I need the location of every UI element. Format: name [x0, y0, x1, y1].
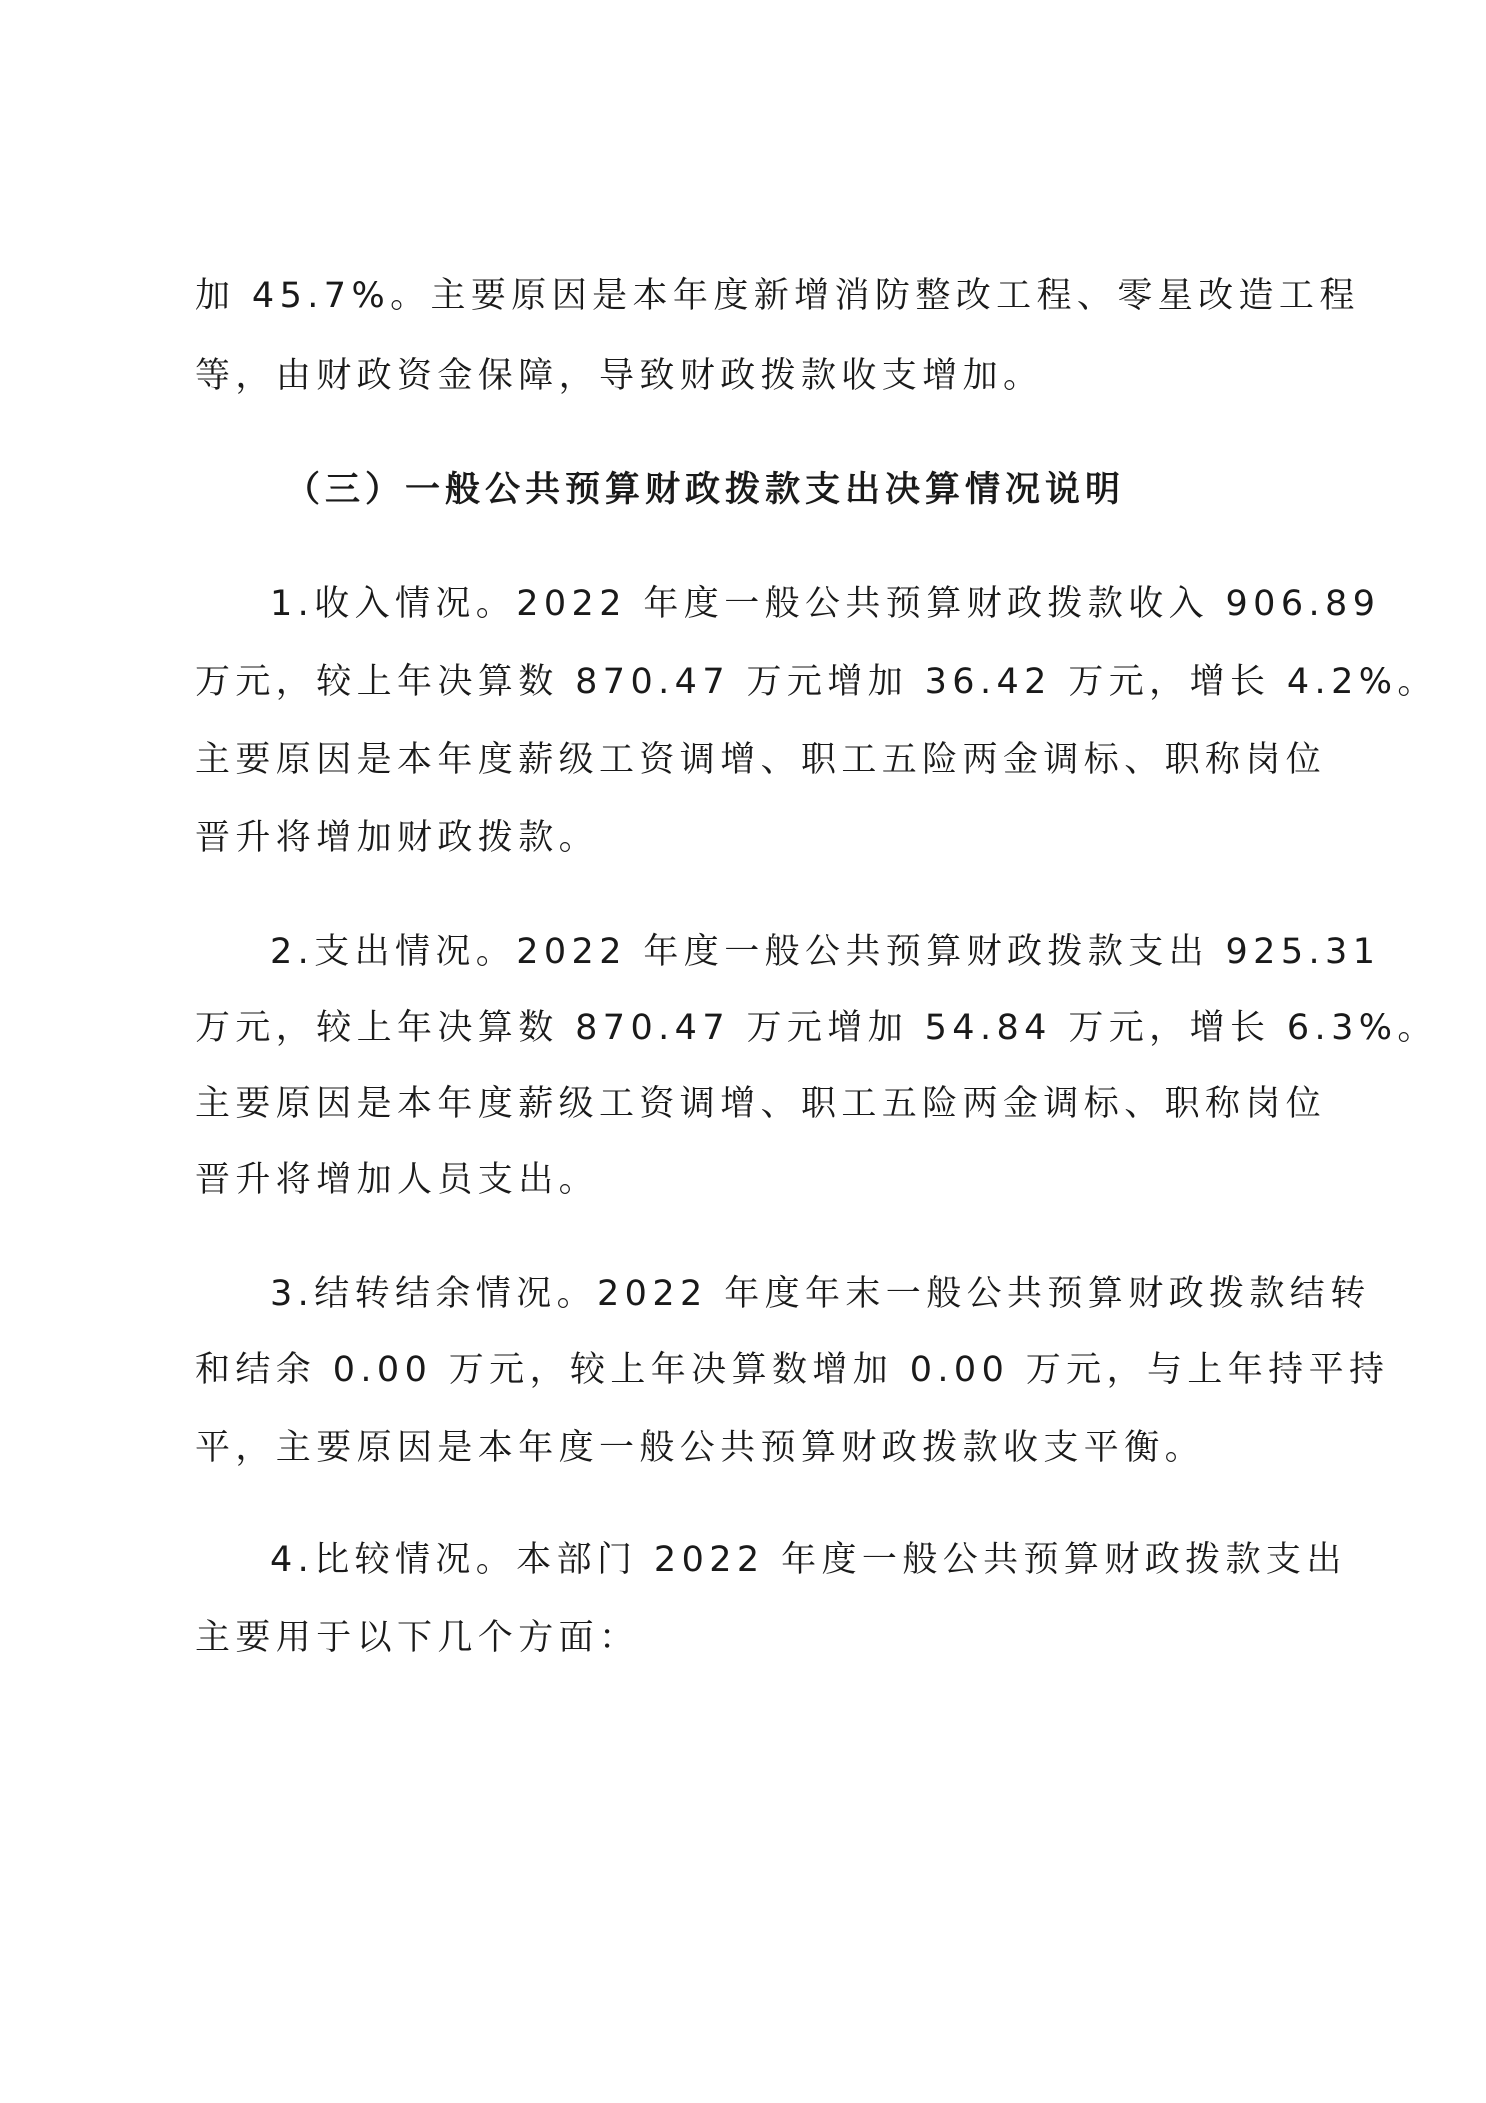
paragraph-4-line-2: 主要用于以下几个方面： [195, 1618, 640, 1658]
paragraph-1-line-4: 晋升将增加财政拨款。 [195, 818, 600, 858]
paragraph-3-line-1: 3.结转结余情况。2022 年度年末一般公共预算财政拨款结转 [270, 1274, 1371, 1314]
paragraph-1-line-1: 1.收入情况。2022 年度一般公共预算财政拨款收入 906.89 [270, 584, 1381, 624]
paragraph-3-line-2: 和结余 0.00 万元，较上年决算数增加 0.00 万元，与上年持平持 [195, 1350, 1390, 1390]
paragraph-4-line-1: 4.比较情况。本部门 2022 年度一般公共预算财政拨款支出 [270, 1540, 1347, 1580]
paragraph-2-line-2: 万元，较上年决算数 870.47 万元增加 54.84 万元，增长 6.3%。 [195, 1008, 1438, 1048]
continuation-line-1: 加 45.7%。主要原因是本年度新增消防整改工程、零星改造工程 [195, 276, 1360, 316]
section-heading: （三）一般公共预算财政拨款支出决算情况说明 [285, 470, 1126, 510]
paragraph-2-line-1: 2.支出情况。2022 年度一般公共预算财政拨款支出 925.31 [270, 932, 1381, 972]
paragraph-1-line-3: 主要原因是本年度薪级工资调增、职工五险两金调标、职称岗位 [195, 740, 1327, 780]
paragraph-1-line-2: 万元，较上年决算数 870.47 万元增加 36.42 万元，增长 4.2%。 [195, 662, 1438, 702]
continuation-line-2: 等，由财政资金保障，导致财政拨款收支增加。 [195, 356, 1044, 396]
paragraph-3-line-3: 平，主要原因是本年度一般公共预算财政拨款收支平衡。 [195, 1428, 1206, 1468]
paragraph-2-line-4: 晋升将增加人员支出。 [195, 1160, 600, 1200]
paragraph-2-line-3: 主要原因是本年度薪级工资调增、职工五险两金调标、职称岗位 [195, 1084, 1327, 1124]
